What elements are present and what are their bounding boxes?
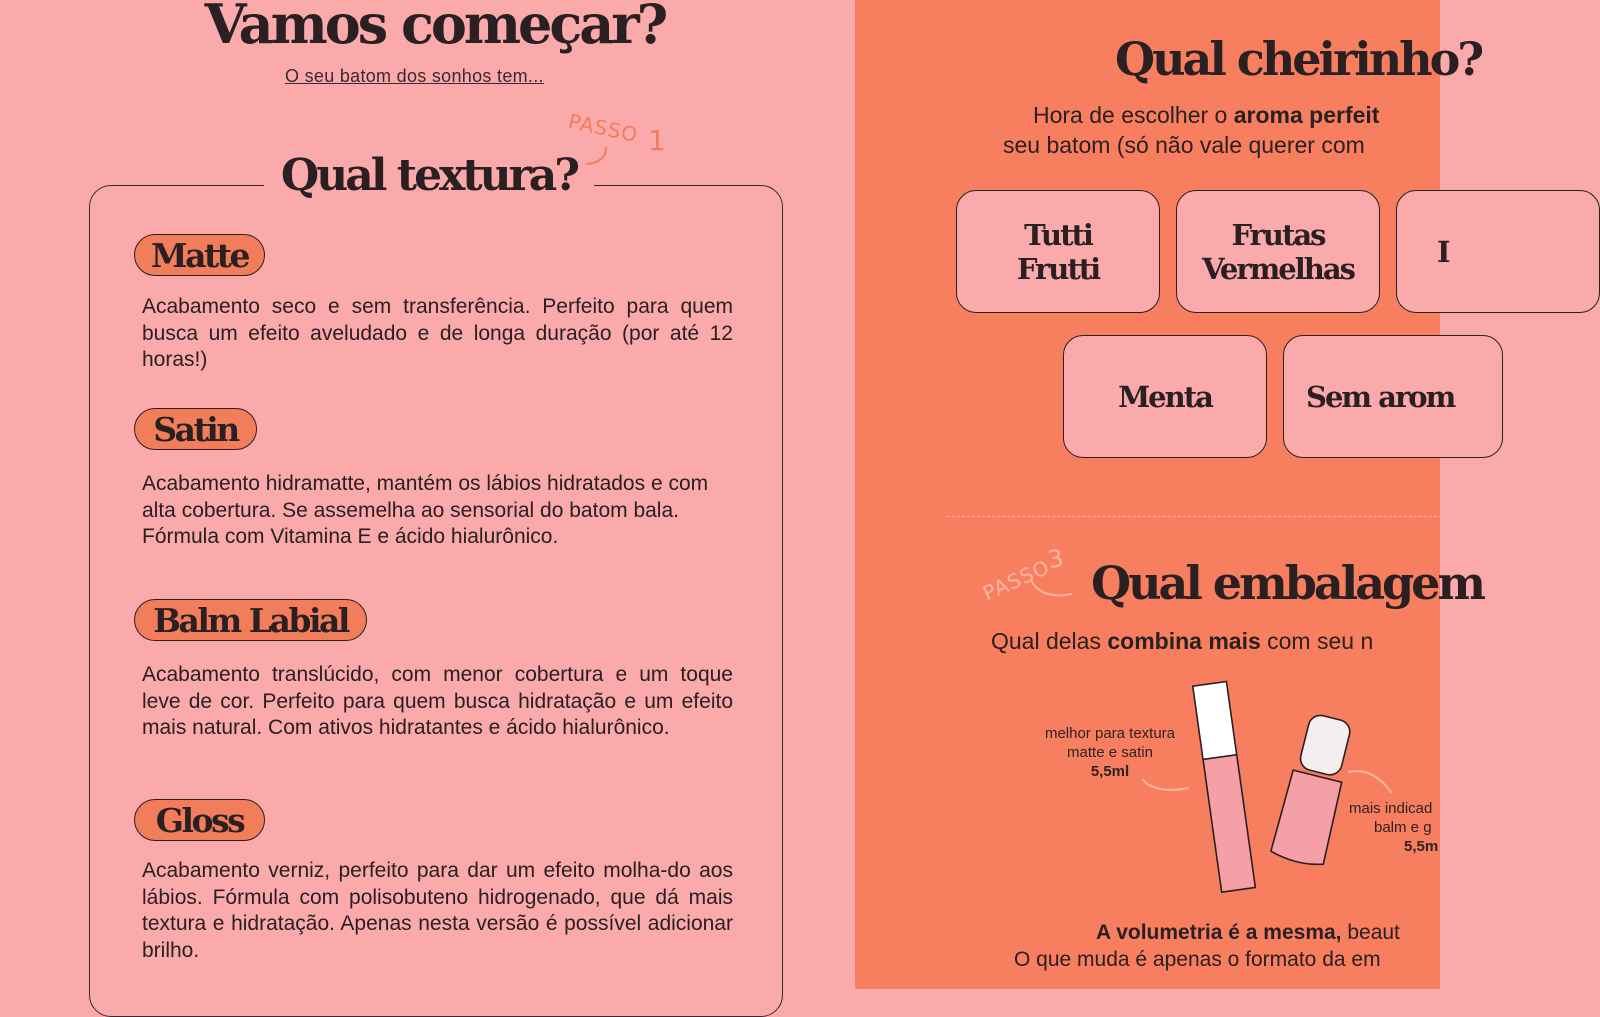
texture-section-title: Qual textura? [280,150,578,201]
hero-subtitle-link[interactable]: O seu batom dos sonhos tem... [285,66,544,86]
aroma-option-sem-aroma[interactable]: Sem arom [1283,335,1503,458]
texture-desc-gloss: Acabamento verniz, perfeito para dar um efeito molha-do aos lábios. Fórmula com polisobuteno hidrogenado, que dá mais textura e hidratação. Apenas nesta versão é possível adicionar brilho. [142,859,733,962]
step3-arrow-icon [1029,578,1073,600]
step1-passo-label: PASSO [566,108,641,148]
bottle1-pointer-icon [1140,772,1192,794]
aroma-option-menta[interactable]: Menta [1063,335,1267,458]
bottle2-label: mais indicad balm e g 5,5m [1349,800,1439,855]
texture-desc-balm: Acabamento translúcido, com menor cobertura e um toque leve de cor. Perfeito para quem busca hidratação e um efeito mais natural. Com ativos hidratantes e ácido hialurônico. [142,663,733,739]
texture-pill-gloss[interactable]: Gloss [134,799,265,841]
packaging-intro: Qual delas combina mais com seu n [991,628,1374,654]
packaging-section-title: Qual embalagem [1091,556,1484,610]
packaging-footer-line1: A volumetria é a mesma, beaut [1096,921,1400,944]
hero-title: Vamos começar? [204,0,666,56]
aroma-section-title: Qual cheirinho? [1115,32,1482,86]
tube-bottle-icon[interactable] [1195,676,1265,896]
step1-arrow-icon [584,146,610,168]
section-divider [947,516,1467,517]
texture-desc-matte: Acabamento seco e sem transferência. Perfeito para quem busca um efeito aveludado e de longa duração (por até 12 horas!) [142,295,733,371]
aroma-intro-line2: seu batom (só não vale querer com [1003,132,1365,158]
bottle2-pointer-icon [1347,766,1397,796]
aroma-option-3[interactable]: I [1396,190,1600,313]
bottle1-label: melhor para textura matte e satin 5,5ml [1044,725,1176,780]
texture-pill-satin[interactable]: Satin [134,408,257,450]
texture-desc-satin: Acabamento hidramatte, mantém os lábios hidratados e com alta cobertura. Se assemelha ao sensorial do batom bala. Fórmula com Vitamina E e ácido hialurônico. [142,472,709,548]
right-panel [855,0,1484,989]
step3-passo-label: PASSO [979,554,1054,606]
aroma-option-frutas-vermelhas[interactable]: Frutas Vermelhas [1176,190,1380,313]
aroma-option-tutti-frutti[interactable]: Tutti Frutti [956,190,1160,313]
step3-number: 3 [1045,543,1067,575]
aroma-intro-line1: Hora de escolher o aroma perfeit [1033,102,1380,128]
step1-number: 1 [648,124,667,157]
texture-pill-matte[interactable]: Matte [134,234,265,276]
texture-pill-balm[interactable]: Balm Labial [134,599,367,641]
packaging-footer-line2: O que muda é apenas o formato da em [1014,948,1381,971]
